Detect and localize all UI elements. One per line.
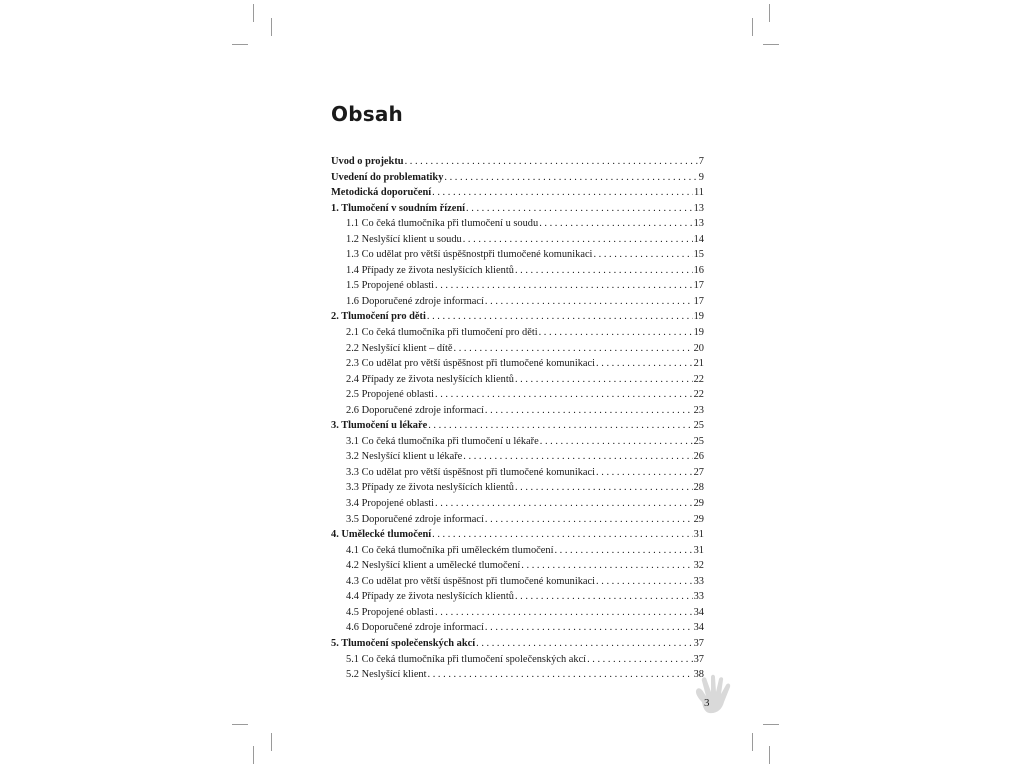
toc-entry[interactable]: [331, 529, 704, 545]
toc-entry-label: 2.2 Neslyšící klient – dítě: [346, 342, 453, 354]
toc-leader-dots: [596, 358, 693, 369]
toc-leader-dots: [485, 622, 693, 633]
toc-entry-label: 3.1 Co čeká tlumočníka při tlumočení u lékaře: [346, 435, 539, 447]
toc-leader-dots: [485, 405, 693, 416]
toc-entry-page: 20: [693, 342, 704, 354]
toc-leader-dots: [540, 436, 693, 447]
toc-entry[interactable]: [331, 172, 704, 188]
toc-entry-label: 4.6 Doporučené zdroje informací: [346, 622, 484, 634]
toc-entry-page: 7: [698, 156, 704, 167]
toc-entry-label: 5.2 Neslyšící klient: [346, 669, 427, 681]
toc-entry-page: 21: [693, 358, 704, 370]
toc-entry-page: 28: [693, 482, 704, 494]
toc-leader-dots: [435, 607, 693, 618]
toc-leader-dots: [485, 296, 693, 307]
toc-entry-page: 37: [693, 653, 704, 665]
crop-mark: [271, 733, 272, 751]
toc-leader-dots: [521, 560, 692, 571]
toc-entry-label: 1. Tlumočení v soudním řízení: [331, 202, 466, 214]
toc-leader-dots: [515, 591, 693, 602]
toc-entry-page: 33: [693, 591, 704, 603]
toc-entry-label: 4.1 Co čeká tlumočníka při uměleckém tlumočení: [346, 544, 554, 556]
toc-leader-dots: [435, 280, 693, 291]
toc-entry-label: 2.6 Doporučené zdroje informací: [346, 404, 484, 416]
toc-entry-label: 1.3 Co udělat pro větší úspěšnostpři tlumočené komunikaci: [346, 249, 593, 261]
toc-entry[interactable]: [331, 482, 704, 498]
toc-entry-label: 4. Umělecké tlumočení: [331, 529, 432, 541]
crop-mark: [271, 18, 272, 36]
crop-mark: [763, 724, 779, 725]
toc-entry-page: 13: [693, 218, 704, 230]
toc-entry[interactable]: [331, 389, 704, 405]
toc-entry[interactable]: [331, 451, 704, 467]
toc-entry-page: 25: [693, 420, 704, 432]
crop-mark: [253, 746, 254, 764]
toc-entry-page: 17: [693, 295, 704, 307]
crop-mark: [763, 44, 779, 45]
toc-leader-dots: [596, 467, 693, 478]
toc-entry[interactable]: [331, 280, 704, 296]
toc-entry-page: 37: [693, 637, 704, 649]
toc-leader-dots: [428, 669, 693, 680]
toc-entry-label: 2.4 Případy ze života neslyšících klientů: [346, 373, 514, 385]
toc-entry-label: Uvedení do problematiky: [331, 171, 444, 183]
toc-leader-dots: [515, 265, 693, 276]
toc-leader-dots: [554, 545, 692, 556]
toc-entry[interactable]: [331, 498, 704, 514]
toc-leader-dots: [435, 389, 693, 400]
toc-entry[interactable]: [331, 560, 704, 576]
toc-entry-page: 31: [693, 544, 704, 556]
toc-entry-page: 29: [693, 498, 704, 510]
toc-entry[interactable]: [331, 374, 704, 390]
toc-leader-dots: [587, 654, 693, 665]
toc-entry-label: 5. Tlumočení společenských akcí: [331, 637, 476, 649]
toc-entry-label: Metodická doporučení: [331, 187, 432, 199]
toc-leader-dots: [432, 529, 692, 540]
toc-entry[interactable]: [331, 234, 704, 250]
toc-entry-label: 5.1 Co čeká tlumočníka při tlumočení společenských akcí: [346, 653, 587, 665]
toc-leader-dots: [463, 234, 693, 245]
toc-entry-label: 1.4 Případy ze života neslyšících klientů: [346, 264, 514, 276]
toc-entry-label: 3.2 Neslyšící klient u lékaře: [346, 451, 463, 463]
toc-leader-dots: [476, 638, 692, 649]
toc-entry[interactable]: [331, 218, 704, 234]
toc-entry[interactable]: [331, 358, 704, 374]
toc-entry[interactable]: [331, 591, 704, 607]
toc-entry-page: 31: [693, 529, 704, 541]
toc-entry[interactable]: [331, 420, 704, 436]
toc-entry-label: 4.5 Propojené oblasti: [346, 606, 435, 618]
toc-entry-label: 1.6 Doporučené zdroje informací: [346, 295, 484, 307]
toc-entry-page: 27: [693, 466, 704, 478]
toc-entry[interactable]: [331, 436, 704, 452]
toc-leader-dots: [427, 311, 693, 322]
toc-entry-page: 26: [693, 451, 704, 463]
toc-entry-page: 29: [693, 513, 704, 525]
toc-entry-page: 34: [693, 606, 704, 618]
toc-entry-page: 19: [693, 327, 704, 339]
toc-entry-label: 2.3 Co udělat pro větší úspěšnost při tlumočené komunikaci: [346, 358, 596, 370]
toc-entry-page: 13: [693, 202, 704, 214]
toc-entry-label: 2.1 Co čeká tlumočníka při tlumočení pro děti: [346, 327, 538, 339]
toc-entry-label: 1.1 Co čeká tlumočníka při tlumočení u soudu: [346, 218, 539, 230]
toc-entry-label: 1.2 Neslyšící klient u soudu: [346, 233, 462, 245]
toc-entry[interactable]: [331, 638, 704, 654]
toc-entry-label: Úvod o projektu: [331, 156, 404, 167]
toc-entry-label: 3. Tlumočení u lékaře: [331, 420, 428, 432]
toc-entry[interactable]: [331, 669, 704, 685]
crop-mark: [752, 18, 753, 36]
toc-entry[interactable]: [331, 296, 704, 312]
toc-leader-dots: [444, 172, 697, 183]
toc-entry-page: 15: [693, 249, 704, 261]
crop-mark: [253, 4, 254, 22]
page-title: Obsah: [331, 102, 403, 126]
toc-leader-dots: [432, 187, 693, 198]
toc-entry-page: 14: [693, 233, 704, 245]
toc-entry-page: 38: [693, 669, 704, 681]
crop-mark: [752, 733, 753, 751]
toc-leader-dots: [454, 343, 693, 354]
toc-entry[interactable]: [331, 622, 704, 638]
toc-entry-page: 34: [693, 622, 704, 634]
toc-entry[interactable]: [331, 343, 704, 359]
toc-leader-dots: [428, 420, 692, 431]
toc-leader-dots: [539, 327, 693, 338]
toc-entry[interactable]: [331, 249, 704, 265]
toc-entry-label: 4.3 Co udělat pro větší úspěšnost při tlumočené komunikaci: [346, 575, 596, 587]
toc-entry-label: 3.3 Co udělat pro větší úspěšnost při tlumočené komunikaci: [346, 466, 596, 478]
toc-leader-dots: [515, 482, 693, 493]
page-number: 3: [704, 697, 710, 709]
toc-entry[interactable]: [331, 311, 704, 327]
toc-leader-dots: [485, 514, 693, 525]
toc-entry-page: 9: [698, 171, 704, 183]
toc-entry-page: 19: [693, 311, 704, 323]
toc-leader-dots: [539, 218, 692, 229]
toc-entry-label: 3.5 Doporučené zdroje informací: [346, 513, 484, 525]
table-of-contents: [331, 156, 704, 685]
toc-leader-dots: [515, 374, 693, 385]
toc-entry[interactable]: [331, 607, 704, 623]
crop-mark: [232, 44, 248, 45]
toc-entry[interactable]: [331, 467, 704, 483]
toc-entry-label: 4.4 Případy ze života neslyšících klientů: [346, 591, 514, 603]
toc-entry-page: 33: [693, 575, 704, 587]
crop-mark: [769, 4, 770, 22]
toc-leader-dots: [466, 203, 693, 214]
toc-entry-page: 32: [693, 560, 704, 572]
toc-entry-page: 22: [693, 389, 704, 401]
toc-entry-page: 23: [693, 404, 704, 416]
toc-entry-label: 1.5 Propojené oblasti: [346, 280, 435, 292]
toc-entry[interactable]: [331, 156, 704, 172]
toc-leader-dots: [593, 249, 692, 260]
toc-entry-label: 2. Tlumočení pro děti: [331, 311, 426, 323]
toc-entry[interactable]: [331, 327, 704, 343]
toc-leader-dots: [596, 576, 693, 587]
toc-entry-label: 4.2 Neslyšící klient a umělecké tlumočení: [346, 560, 521, 572]
toc-leader-dots: [463, 451, 692, 462]
toc-entry-label: 2.5 Propojené oblasti: [346, 389, 435, 401]
toc-entry[interactable]: [331, 576, 704, 592]
toc-entry-page: 25: [693, 435, 704, 447]
toc-entry[interactable]: [331, 654, 704, 670]
crop-mark: [232, 724, 248, 725]
toc-entry[interactable]: [331, 187, 704, 203]
toc-entry[interactable]: [331, 545, 704, 561]
toc-entry-label: 3.3 Případy ze života neslyšících klientů: [346, 482, 514, 494]
toc-leader-dots: [405, 156, 698, 167]
toc-entry-page: 17: [693, 280, 704, 292]
toc-entry-page: 16: [693, 264, 704, 276]
toc-entry[interactable]: [331, 265, 704, 281]
toc-entry-page: 22: [693, 373, 704, 385]
toc-entry[interactable]: [331, 405, 704, 421]
toc-entry[interactable]: [331, 514, 704, 530]
toc-entry-label: 3.4 Propojené oblasti: [346, 498, 435, 510]
toc-entry-page: 11: [693, 187, 704, 199]
toc-entry[interactable]: [331, 203, 704, 219]
crop-mark: [769, 746, 770, 764]
toc-leader-dots: [435, 498, 693, 509]
hand-icon: [688, 672, 740, 720]
